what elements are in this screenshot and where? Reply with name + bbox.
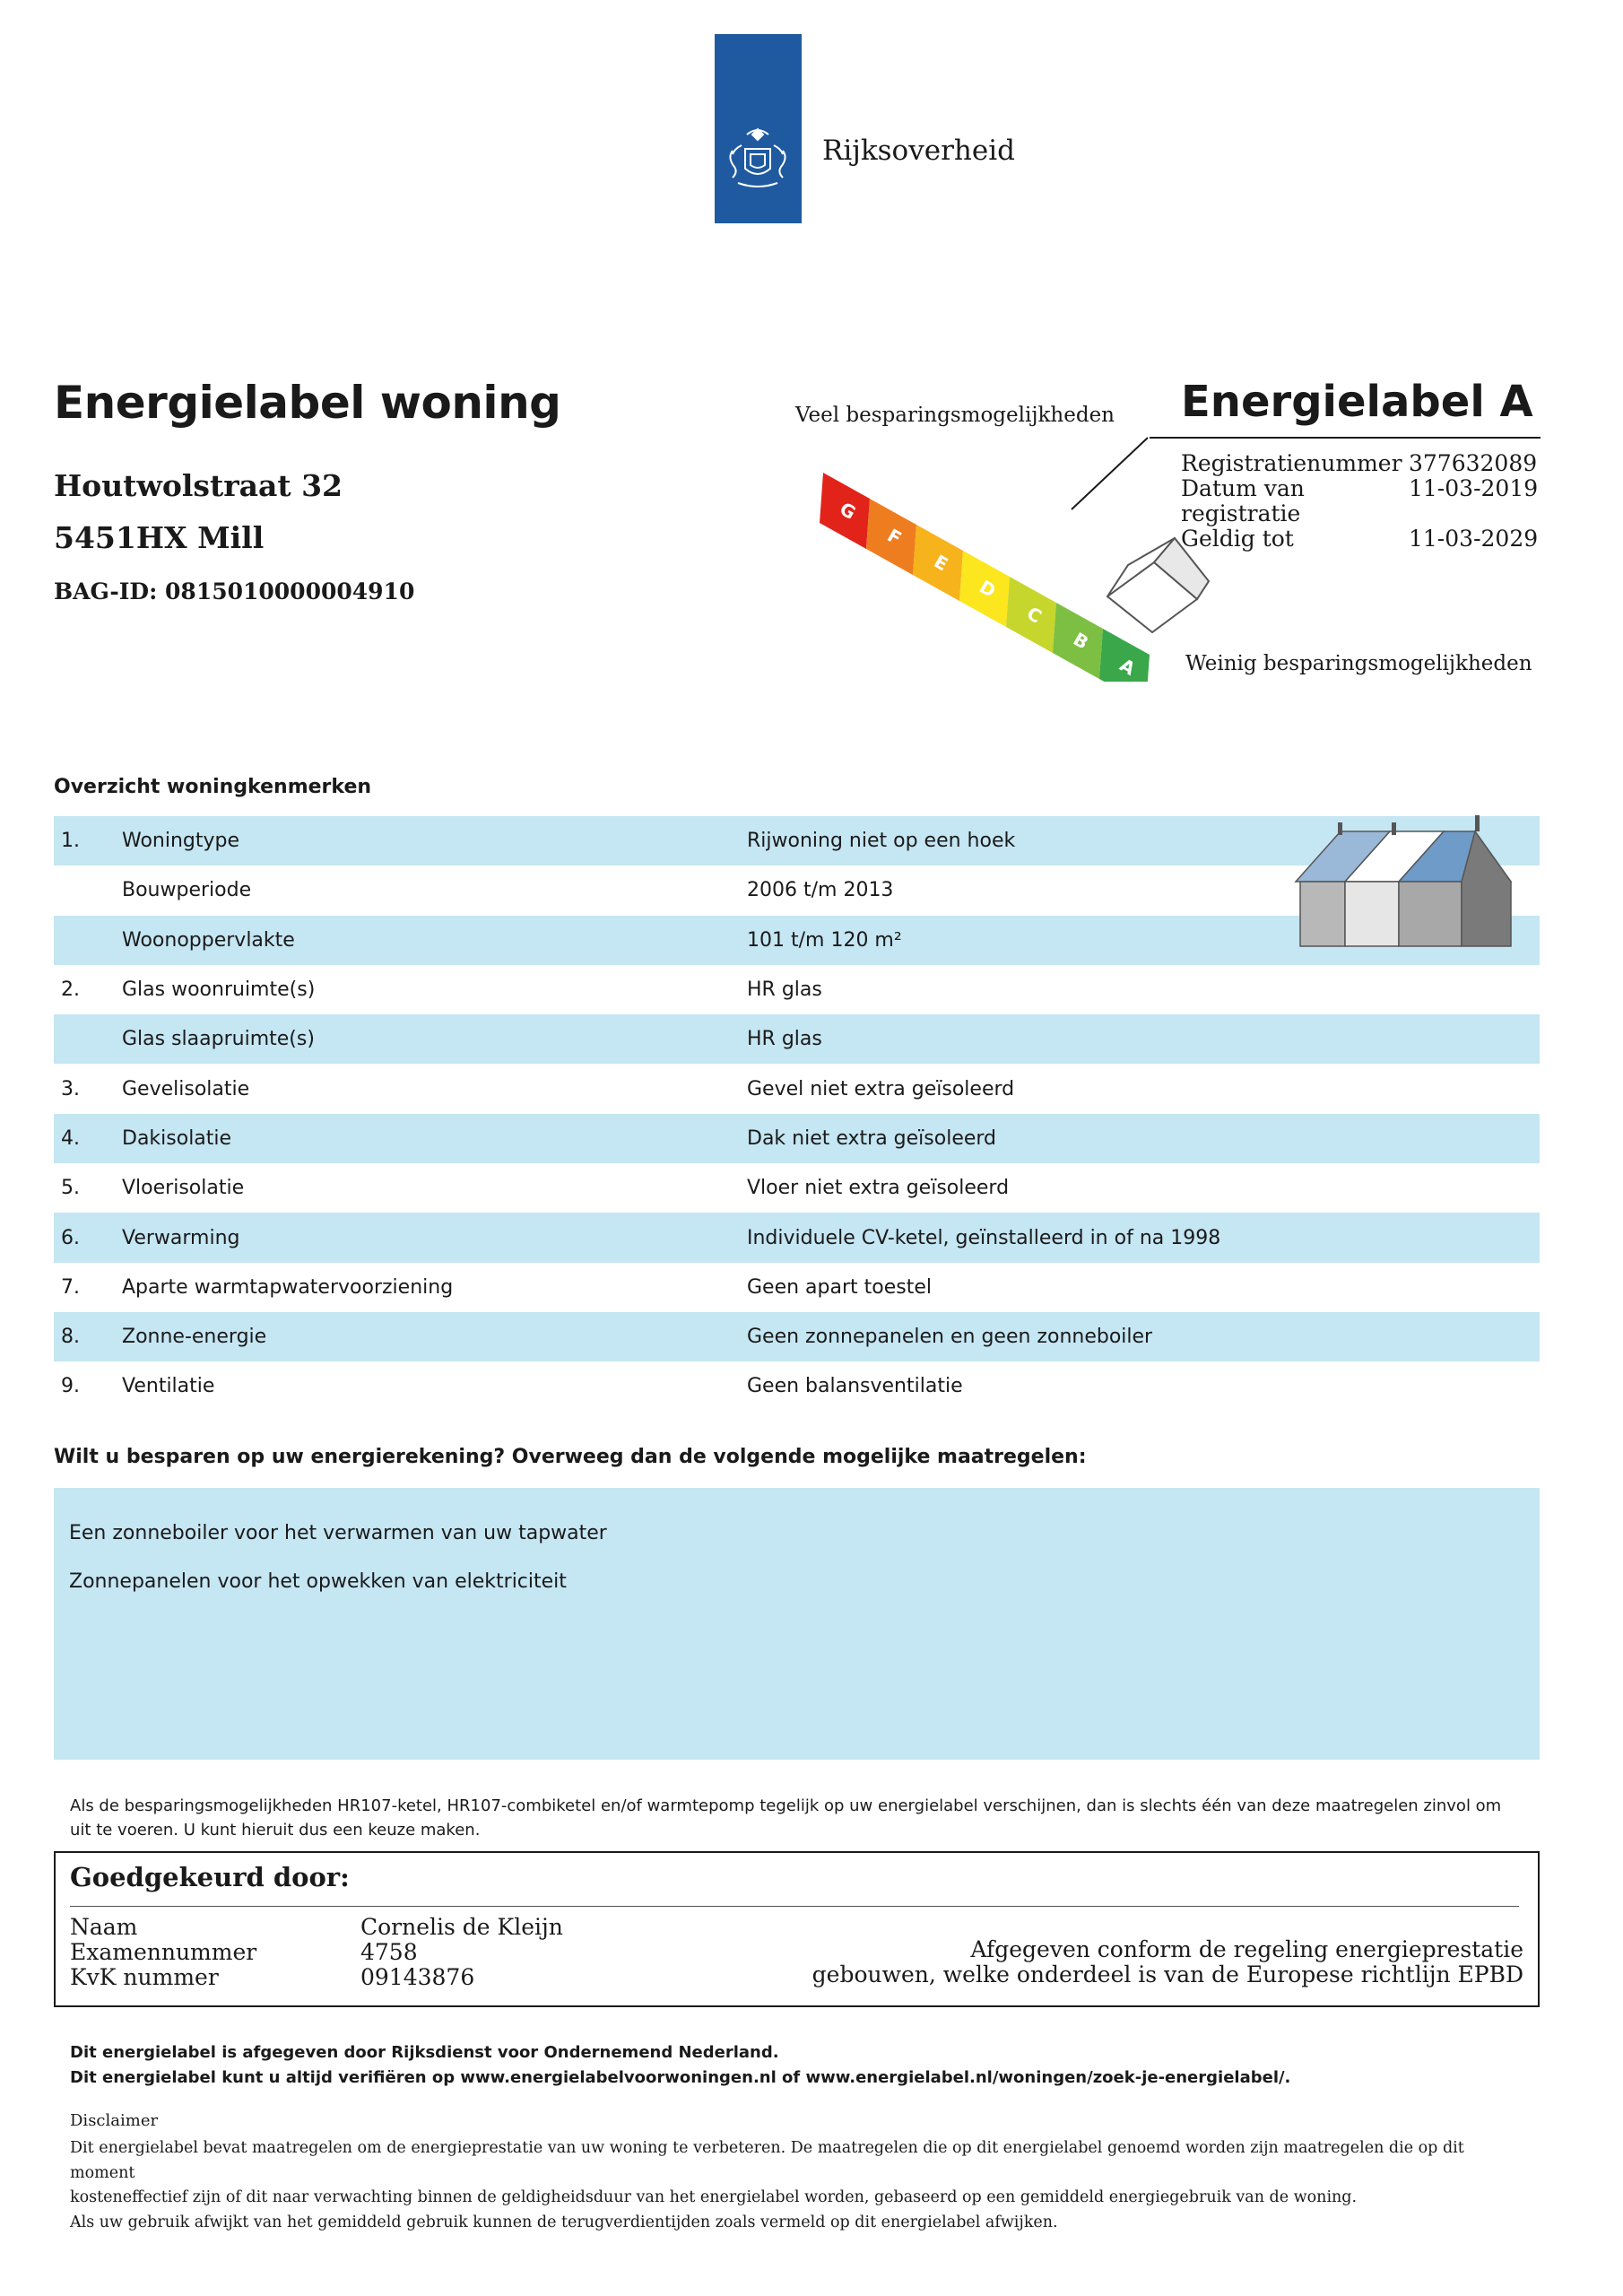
- field-value: 09143876: [360, 1964, 475, 1990]
- row-number: 8.: [61, 1326, 80, 1349]
- row-number: 7.: [61, 1275, 80, 1299]
- field-value: Cornelis de Kleijn: [360, 1914, 563, 1940]
- epbd-line: gebouwen, welke onderdeel is van de Europese richtlijn EPBD: [812, 1961, 1523, 1987]
- row-number: 4.: [61, 1126, 80, 1150]
- measure-item: Zonnepanelen voor het opwekken van elektriciteit: [69, 1570, 567, 1593]
- row-value: 2006 t/m 2013: [747, 879, 894, 902]
- row-label: Verwarming: [122, 1226, 240, 1249]
- field-key: Naam: [70, 1914, 138, 1940]
- row-label: Woningtype: [122, 830, 240, 853]
- measure-item: Een zonneboiler voor het verwarmen van uw tapwater: [69, 1522, 607, 1544]
- row-value: 101 t/m 120 m²: [747, 928, 902, 952]
- house-icon: [1107, 538, 1209, 632]
- label-top-caption: Veel besparingsmogelijkheden: [795, 404, 1115, 427]
- measures-note: Als de besparingsmogelijkheden HR107-ketel, HR107-combiketel en/of warmtepomp tegelijk op uw energielabel verschijnen, dan is slechts één van deze maatregelen zinvol om uit te voeren. U kunt hieruit dus een keuze maken.: [70, 1796, 1502, 1839]
- table-row: [54, 1163, 1540, 1213]
- meta-value: 377632089: [1409, 450, 1538, 476]
- row-value: Individuele CV-ketel, geïnstalleerd in of na 1998: [747, 1226, 1221, 1249]
- issued-statement: [70, 2040, 1290, 2091]
- row-value: Geen apart toestel: [747, 1275, 933, 1299]
- row-value: Rijwoning niet op een hoek: [747, 830, 1016, 853]
- measures-question: Wilt u besparen op uw energierekening? Overweeg dan de volgende mogelijke maatregelen:: [54, 1446, 1087, 1468]
- epbd-statement: [812, 1937, 1523, 1987]
- field-key: Examennummer: [70, 1939, 257, 1965]
- energy-class-letter: A: [1115, 654, 1140, 680]
- address-street: Houtwolstraat 32: [54, 468, 343, 503]
- table-row: [54, 1312, 1540, 1361]
- disclaimer-line: Dit energielabel bevat maatregelen om de energieprestatie van uw woning te verbeteren. De maatregelen die op dit energielabel genoemd worden zijn maatregelen die op dit moment: [70, 2139, 1464, 2182]
- measures-box: [54, 1488, 1540, 1760]
- row-number: 2.: [61, 978, 80, 1002]
- row-value: HR glas: [747, 1028, 822, 1051]
- row-value: Geen balansventilatie: [747, 1375, 963, 1398]
- row-label: Dakisolatie: [122, 1126, 232, 1150]
- energy-class-letter: F: [883, 524, 906, 550]
- table-row: [54, 1213, 1540, 1262]
- table-row: [54, 1014, 1540, 1064]
- document-title: Energielabel woning: [54, 377, 561, 429]
- table-row: [54, 1263, 1540, 1312]
- meta-row: [1181, 476, 1538, 526]
- bag-id: BAG-ID: 0815010000004910: [54, 578, 415, 604]
- field-key: KvK nummer: [70, 1964, 219, 1990]
- energy-label-scale: [789, 430, 1237, 682]
- energy-label-title: Energielabel A: [1181, 377, 1533, 427]
- row-number: 5.: [61, 1177, 80, 1200]
- overview-title: Overzicht woningkenmerken: [54, 776, 372, 798]
- row-number: 3.: [61, 1077, 80, 1100]
- row-value: HR glas: [747, 978, 822, 1002]
- issued-line: Dit energielabel kunt u altijd verifiëren op www.energielabelvoorwoningen.nl of www.energielabel.nl/woningen/zoek-je-energielabel/.: [70, 2068, 1291, 2087]
- meta-value: 11-03-2019: [1409, 475, 1539, 501]
- approved-box: [54, 1851, 1540, 2007]
- disclaimer-text: [70, 2136, 1487, 2235]
- energy-class-letter: G: [836, 497, 860, 524]
- label-bottom-caption: Weinig besparingsmogelijkheden: [1185, 652, 1532, 675]
- table-row: [54, 965, 1540, 1014]
- row-label: Gevelisolatie: [122, 1077, 250, 1100]
- row-value: Geen zonnepanelen en geen zonneboiler: [747, 1326, 1153, 1349]
- row-label: Aparte warmtapwatervoorziening: [122, 1275, 454, 1299]
- approved-title: Goedgekeurd door:: [70, 1862, 350, 1892]
- row-label: Glas woonruimte(s): [122, 978, 316, 1002]
- energy-class-letter: D: [976, 575, 1000, 602]
- issued-line: Dit energielabel is afgegeven door Rijksdienst voor Ondernemend Nederland.: [70, 2043, 779, 2062]
- table-row: [54, 1064, 1540, 1113]
- row-value: Dak niet extra geïsoleerd: [747, 1126, 997, 1150]
- disclaimer-title: Disclaimer: [70, 2111, 159, 2130]
- meta-value: 11-03-2029: [1409, 526, 1539, 552]
- registration-meta: [1181, 451, 1538, 552]
- row-label: Bouwperiode: [122, 879, 252, 902]
- table-row: [54, 1114, 1540, 1163]
- energy-class-letter: E: [930, 550, 952, 576]
- coat-of-arms-icon: [715, 34, 802, 223]
- row-label: Zonne-energie: [122, 1326, 267, 1349]
- row-number: 6.: [61, 1226, 80, 1249]
- logo-text: Rijksoverheid: [822, 135, 1015, 167]
- divider: [70, 1906, 1519, 1907]
- address-postcode-city: 5451HX Mill: [54, 520, 265, 555]
- energy-class-letter: C: [1023, 602, 1046, 628]
- row-label: Ventilatie: [122, 1375, 215, 1398]
- row-number: 9.: [61, 1375, 80, 1398]
- meta-key: Geldig tot: [1181, 526, 1294, 552]
- meta-key: Datum van registratie: [1181, 475, 1305, 526]
- row-label: Glas slaapruimte(s): [122, 1028, 315, 1051]
- row-label: Vloerisolatie: [122, 1177, 245, 1200]
- row-value: Vloer niet extra geïsoleerd: [747, 1177, 1010, 1200]
- meta-row: [1181, 526, 1538, 552]
- row-number: 1.: [61, 830, 80, 853]
- epbd-line: Afgegeven conform de regeling energieprestatie: [970, 1936, 1523, 1962]
- meta-row: [1181, 451, 1538, 476]
- divider: [1150, 437, 1541, 439]
- disclaimer-line: Als uw gebruik afwijkt van het gemiddeld gebruik kunnen de terugverdientijden zoals vermeld op dit energielabel afwijken.: [70, 2213, 1058, 2231]
- field-value: 4758: [360, 1939, 418, 1965]
- rijksoverheid-logo: [715, 34, 802, 223]
- meta-key: Registratienummer: [1181, 450, 1402, 476]
- row-value: Gevel niet extra geïsoleerd: [747, 1077, 1015, 1100]
- disclaimer-line: kosteneffectief zijn of dit naar verwachting binnen de geldigheidsduur van het energielabel worden, gebaseerd op een gemiddeld energiegebruik van de woning.: [70, 2188, 1358, 2206]
- terraced-house-icon: [1291, 812, 1515, 955]
- energy-class-letter: B: [1069, 628, 1093, 654]
- table-row: [54, 1361, 1540, 1411]
- row-label: Woonoppervlakte: [122, 928, 295, 952]
